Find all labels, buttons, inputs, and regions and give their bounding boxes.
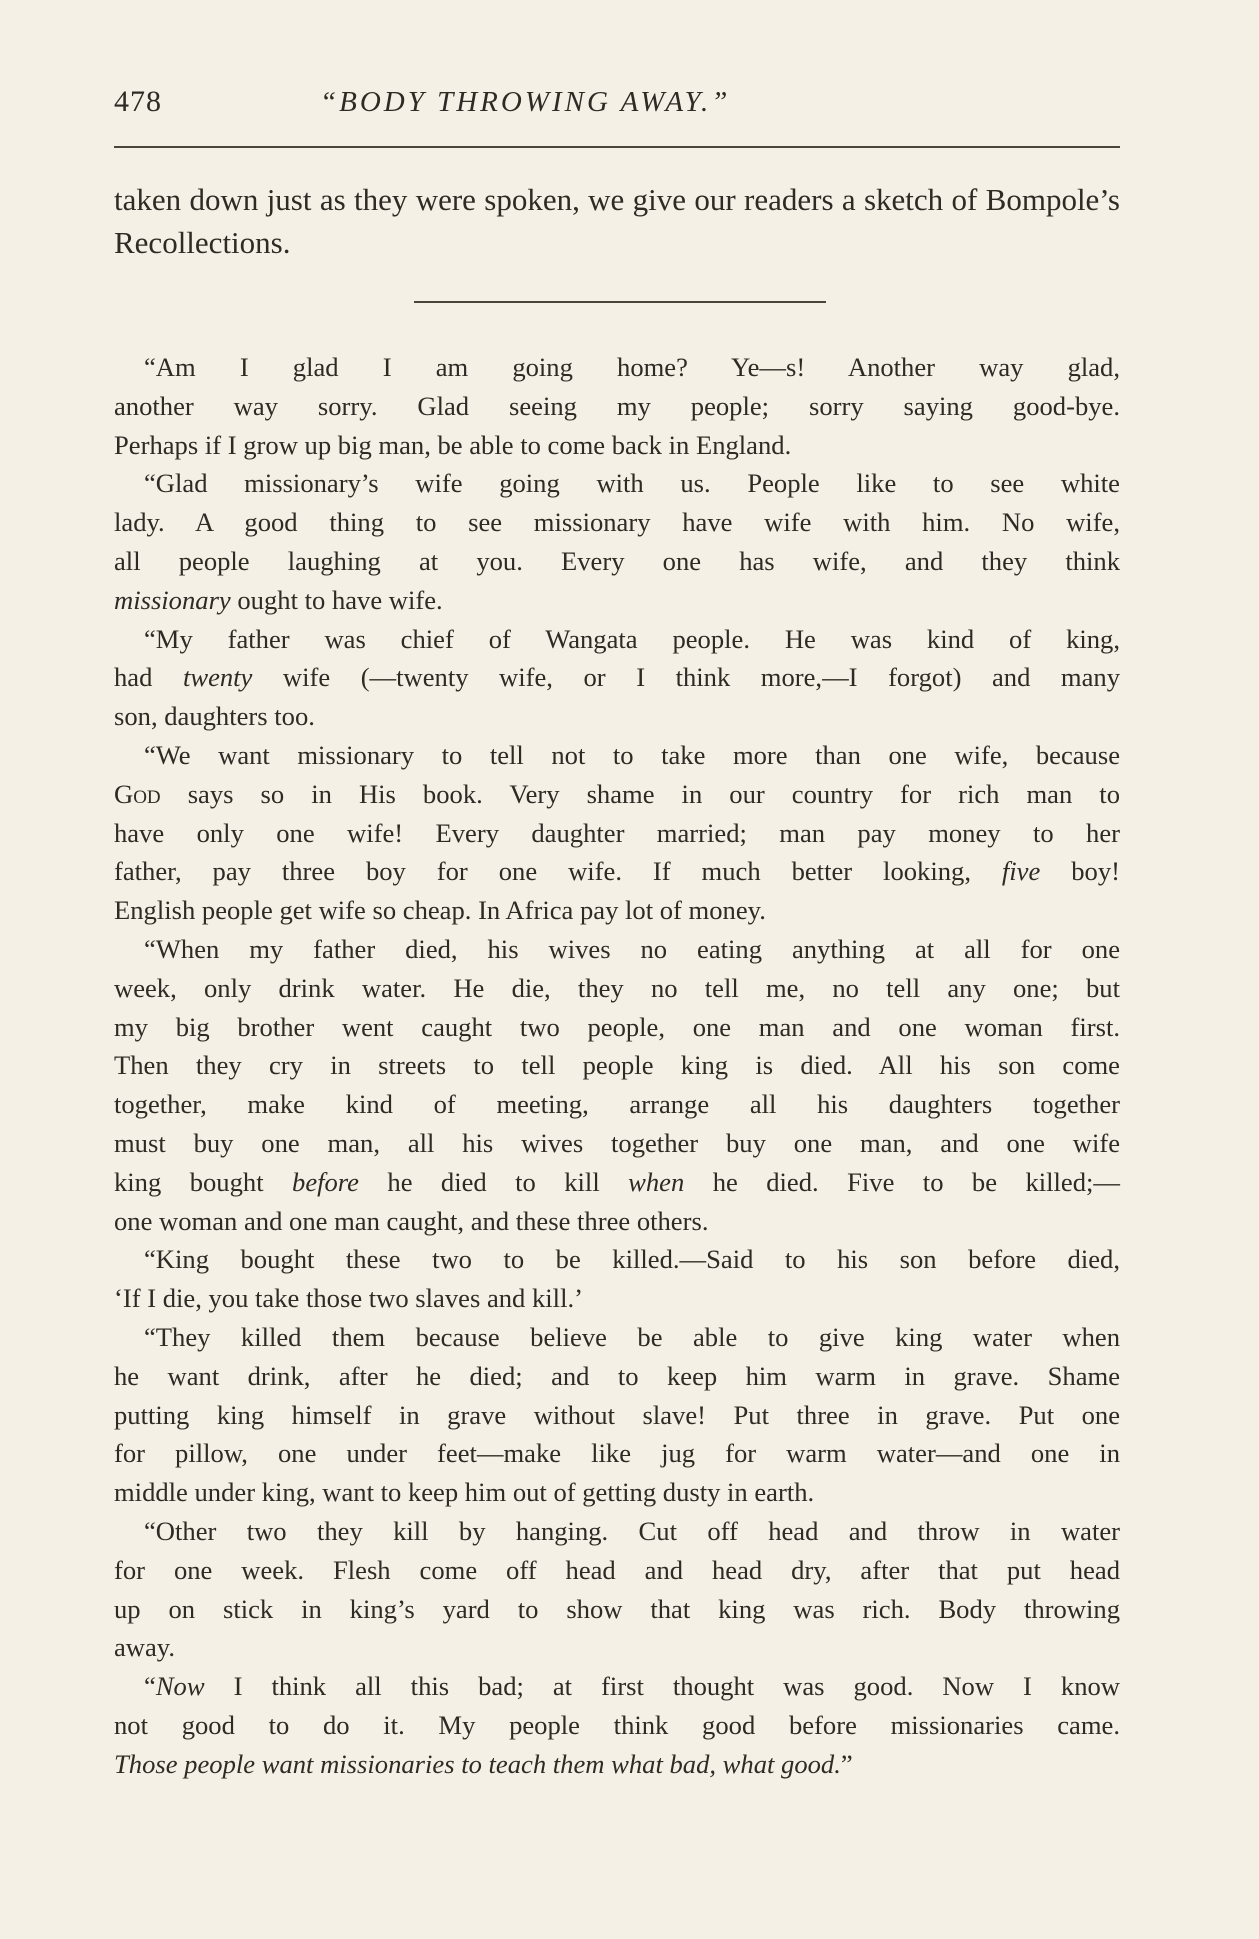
emphasis-closing-sentence: Those people want missionaries to teach them what bad, what good. [114,1748,841,1779]
paragraph-9 [114,1667,1120,1783]
text-line: “We want missionary to tell not to take more than one wife, because [144,739,1120,770]
section-divider [414,301,826,303]
text-line [114,1745,1120,1784]
text-line [114,1163,1120,1202]
text-line: “They killed them because believe be able to give king water when [144,1321,1120,1352]
emphasis-twenty: twenty [182,662,253,693]
text-line: lady. A good thing to see missionary have wife with him. No wife, [114,507,1120,538]
text-line: together, make kind of meeting, arrange all his daughters together [114,1089,1120,1120]
paragraph-8 [114,1512,1120,1667]
paragraph-6 [114,1240,1120,1318]
emphasis-before: before [292,1166,359,1197]
text-line [114,658,1120,697]
text-run: ought to have wife. [230,584,443,615]
text-line: ‘If I die, you take those two slaves and kill.’ [114,1283,583,1314]
paragraph-7 [114,1318,1120,1512]
emphasis-when: when [628,1166,685,1197]
small-caps-god: God [114,778,161,809]
text-run: boy! [1040,856,1120,887]
page-number: 478 [114,85,162,118]
paragraph-3 [114,620,1120,736]
text-line: “Other two they kill by hanging. Cut off head and throw in water [144,1515,1120,1546]
text-line: Then they cry in streets to tell people king is died. All his son come [114,1050,1120,1081]
text-line: “Glad missionary’s wife going with us. People like to see white [144,468,1120,499]
text-line: must buy one man, all his wives together buy one man, and one wife [114,1127,1120,1158]
text-line: English people get wife so cheap. In Africa pay lot of money. [114,895,766,926]
text-line: middle under king, want to keep him out of getting dusty in earth. [114,1477,815,1508]
text-run: says so in His book. Very shame in our country for rich man to [160,778,1120,809]
paragraph-4 [114,736,1120,930]
intro-paragraph: taken down just as they were spoken, we give our readers a sketch of Bompole’s Recollections. [114,182,1120,260]
text-run: he died to kill [358,1166,629,1197]
text-line: “King bought these two to be killed.—Said to his son before died, [144,1244,1120,1275]
header-rule [114,146,1120,148]
text-run: “ [144,1671,156,1702]
text-line: week, only drink water. He die, they no tell me, no tell any one; but [114,972,1120,1003]
text-line [114,775,1120,814]
text-line: for pillow, one under feet—make like jug for warm water—and one in [114,1438,1120,1469]
text-line: away. [114,1632,176,1663]
text-line: have only one wife! Every daughter married; man pay money to her [114,817,1120,848]
text-line: “When my father died, his wives no eating anything at all for one [144,933,1120,964]
text-line: up on stick in king’s yard to show that king was rich. Body throwing [114,1593,1120,1624]
paragraph-1 [114,348,1120,464]
text-line: one woman and one man caught, and these three others. [114,1205,709,1236]
text-line: my big brother went caught two people, one man and one woman first. [114,1011,1120,1042]
running-head: “BODY THROWING AWAY.” [320,86,731,118]
text-run: wife (—twenty wife, or I think more,—I forgot) and many [252,662,1120,693]
recollections-body [114,348,1120,1783]
text-line: another way sorry. Glad seeing my people; sorry saying good-bye. [114,390,1120,421]
text-line: son, daughters too. [114,701,315,732]
paragraph-5 [114,930,1120,1240]
text-run: king bought [114,1166,293,1197]
text-line: “My father was chief of Wangata people. He was kind of king, [144,623,1120,654]
text-run: had [114,662,183,693]
text-line: Perhaps if I grow up big man, be able to come back in England. [114,429,792,460]
text-line: putting king himself in grave without slave! Put three in grave. Put one [114,1399,1120,1430]
text-line [114,1667,1120,1706]
text-line: “Am I glad I am going home? Ye—s! Another way glad, [144,352,1120,382]
emphasis-five: five [1001,856,1041,887]
text-line: all people laughing at you. Every one has wife, and they think [114,545,1120,576]
emphasis-missionary: missionary [114,584,231,615]
text-line: for one week. Flesh come off head and head dry, after that put head [114,1554,1120,1585]
text-run: father, pay three boy for one wife. If much better looking, [114,856,1002,887]
text-line: not good to do it. My people think good before missionaries came. [114,1709,1120,1740]
text-run: I think all this bad; at first thought was good. Now I know [204,1671,1120,1702]
text-run: ” [840,1748,853,1779]
emphasis-now: Now [155,1671,205,1702]
paragraph-2 [114,464,1120,619]
text-line: he want drink, after he died; and to keep him warm in grave. Shame [114,1360,1120,1391]
text-line [114,581,1120,620]
text-line [114,852,1120,891]
text-run: he died. Five to be killed;— [684,1166,1120,1197]
